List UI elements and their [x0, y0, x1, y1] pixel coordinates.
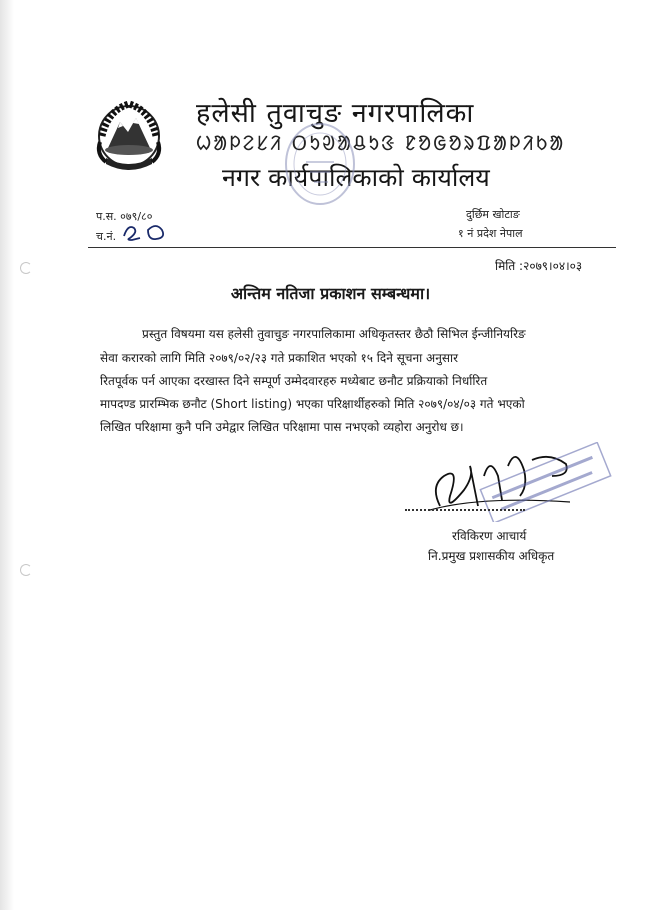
office-stamp-icon [280, 122, 360, 212]
reference-number: प.स. ०७९/८० [96, 210, 153, 223]
punch-hole-mark [20, 564, 32, 576]
body-line: सेवा करारको लागि मिति २०७९/०२/२३ गते प्रकाशित भएको १५ दिने सूचना अनुसार [100, 351, 458, 365]
dispatch-number-label: च.नं. [96, 230, 117, 243]
handwritten-dispatch-number [120, 218, 170, 244]
signatory-name: रविकिरण आचार्य [452, 529, 527, 543]
address-line-1: दुर्छिम खोटाङ [466, 208, 520, 221]
body-line: मापदण्ड प्रारम्भिक छनौट (Short listing) भएका परिक्षार्थीहरुको मिति २०७९/०४/०३ गते भएको [100, 397, 525, 411]
header-divider [88, 247, 616, 248]
body-line: लिखित परिक्षामा कुनै पनि उमेद्वार लिखित परिक्षामा पास नभएको व्यहोरा अनुरोध छ। [100, 420, 464, 434]
signature-line [405, 509, 525, 511]
office-name: नगर कार्यपालिकाको कार्यालय [222, 163, 490, 192]
address-line-2: १ नं प्रदेश नेपाल [458, 227, 523, 240]
municipality-name-script: ᱦᱟᱞᱮᱥᱤ ᱛᱩᱣᱟᱪᱩᱝ ᱱᱚᱜᱚᱨᱯᱟᱞᱤᱠᱟ [196, 131, 566, 155]
letter-date: मिति :२०७९।०४।०३ [495, 259, 583, 273]
signatory-title: नि.प्रमुख प्रशासकीय अधिकृत [428, 549, 555, 563]
body-line: प्रस्तुत विषयमा यस हलेसी तुवाचुङ नगरपालिकामा अधिकृतस्तर छैठौ सिभिल ईन्जीनियरिङ [142, 327, 526, 341]
nepal-emblem-icon [88, 92, 170, 174]
municipality-name: हलेसी तुवाचुङ नगरपालिका [196, 98, 475, 129]
body-line: रितपूर्वक पर्न आएका दरखास्त दिने सम्पूर्ण उम्मेदवारहरु मध्येबाट छनौट प्रक्रियाको निर्धारित [100, 374, 488, 388]
scan-edge-shadow [0, 0, 14, 910]
letter-subject: अन्तिम नतिजा प्रकाशन सम्बन्धमा। [230, 284, 431, 303]
punch-hole-mark [20, 262, 32, 274]
